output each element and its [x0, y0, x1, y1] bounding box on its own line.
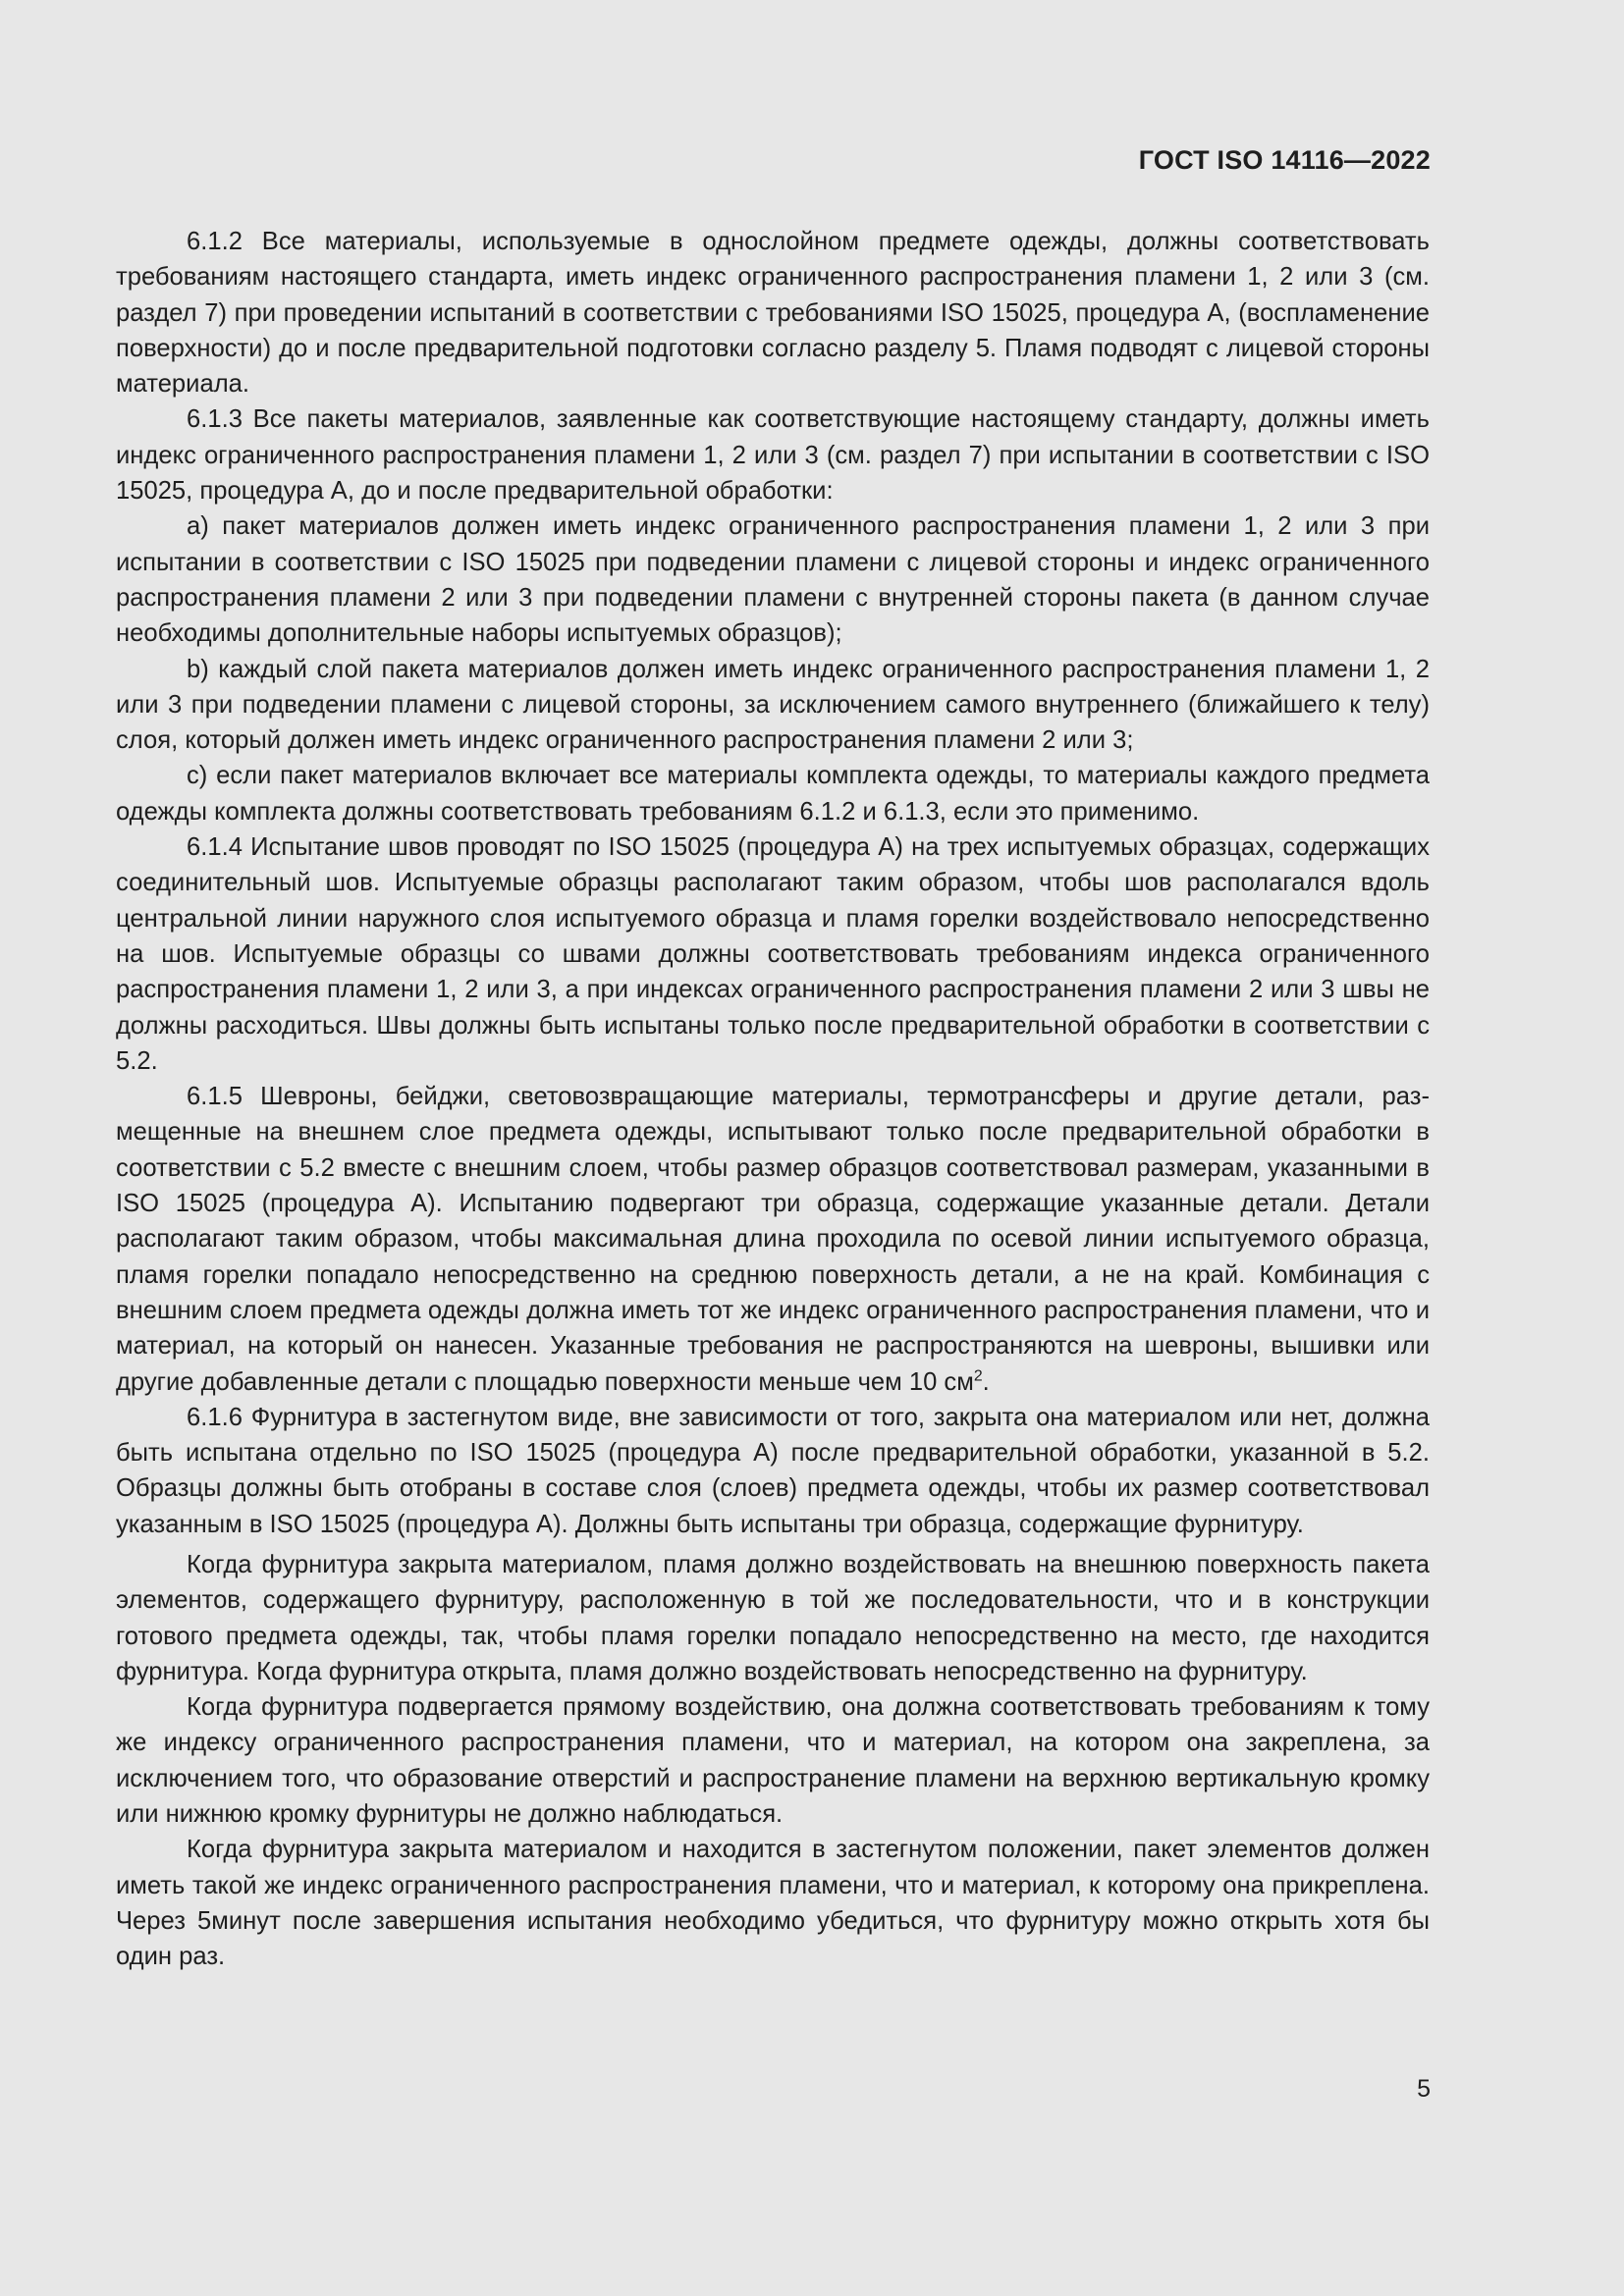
paragraph-6-1-5: [116, 1079, 1430, 1400]
paragraph-6-1-5-period: .: [982, 1367, 990, 1396]
paragraph-hardware-covered: Когда фурнитура закрыта материалом, пламя должно воздействовать на внешнюю поверхность пакета элементов, содержащего фурнитуру, расположенную в той же последовательности, что и в конструкции готового предмета одежды, так, чтобы пламя горелки попадало непосредственно на место, где находится фурнитура. Когда фурнитура открыта, пламя должно воздействовать непосредственно на фурнитуру.: [116, 1550, 1430, 1685]
paragraph-6-1-4: 6.1.4 Испытание швов проводят по ISO 15025 (процедура А) на трех испытуемых образцах, содержащих соединительный шов. Испытуемые образцы располагают таким образом, чтобы шов располагался вдоль центральной линии наружного слоя испытуемого образца и пламя горелки воздействовало непосредственно на шов. Испытуемые образцы со швами должны соответствовать требованиям индекса ограниченного распространения пламени 1, 2 или 3, а при индексах ограниченного распространения пламени 2 или 3 швы не должны расходиться. Швы должны быть испытаны только после предварительной обработки в соответствии с 5.2.: [116, 833, 1430, 1075]
paragraph-6-1-5-text: 6.1.5 Шевроны, бейджи, световозвращающие материалы, термотрансферы и другие детали, размещенные на внешнем слое предмета одежды, испытывают только после предварительной обработки в соответствии с 5.2 вместе с внешним слоем, чтобы размер образцов соответствовал размерам, указанными в ISO 15025 (процедура А). Испытанию подвергают три образца, содержащие указанные детали. Детали располагают таким образом, чтобы максимальная длина проходила по осевой линии испытуемого образца, пламя горелки попадало непосредственно на среднюю поверхность детали, а не на край. Комбинация с внешним слоем предмета одежды должна иметь тот же индекс ограниченного распространения пламени, что и материал, на который он нанесен. Указанные требования не распространяются на шевроны, вышивки или другие добавленные детали с площадью поверхности меньше чем 10 см: [116, 1083, 1430, 1396]
document-body: [116, 224, 1430, 1975]
page-number: 5: [1417, 2075, 1431, 2103]
list-item-b: b) каждый слой пакета материалов должен иметь индекс ограниченного распространения пламени 1, 2 или 3 при подведении пламени с лицевой стороны, за исключением самого внутреннего (ближайшего к телу) слоя, который должен иметь индекс ограниченного распространения пламени 2 или 3;: [116, 655, 1430, 755]
paragraph-6-1-2: 6.1.2 Все материалы, используемые в однослойном предмете одежды, должны соответствовать требованиям настоящего стандарта, иметь индекс ограниченного распространения пламени 1, 2 или 3 (см. раздел 7) при проведении испытаний в соответствии с требованиями ISO 15025, процедура А, (воспламенение поверхности) до и после предварительной подготовки согласно разделу 5. Пламя подводят с лицевой стороны материала.: [116, 228, 1430, 399]
paragraph-hardware-exposed: Когда фурнитура подвергается прямому воздействию, она должна соответствовать требованиям к тому же индексу ограниченного распространения пламени, что и материал, на котором она закреплена, за исключением того, что образование отверстий и распространение пламени на верхнюю вертикальную кромку или нижнюю кромку фурнитуры не должно наблюдаться.: [116, 1693, 1430, 1829]
paragraph-6-1-3: 6.1.3 Все пакеты материалов, заявленные как соответствующие настоящему стандарту, должны иметь индекс ограниченного распространения пламени 1, 2 или 3 (см. раздел 7) при испытании в соответствии с ISO 15025, процедура А, до и после предварительной обработки:: [116, 405, 1430, 506]
document-header: ГОСТ ISO 14116—2022: [1138, 145, 1431, 175]
superscript-2: 2: [973, 1366, 983, 1384]
list-item-c: c) если пакет материалов включает все материалы комплекта одежды, то материалы каждого предмета одежды комплекта должны соответствовать требованиям 6.1.2 и 6.1.3, если это применимо.: [116, 762, 1430, 826]
paragraph-6-1-6: 6.1.6 Фурнитура в застегнутом виде, вне зависимости от того, закрыта она материалом или нет, должна быть испытана отдельно по ISO 15025 (процедура А) после предварительной обработки, указанной в 5.2. Образцы должны быть отобраны в составе слоя (слоев) предмета одежды, чтобы их размер соответствовал указанным в ISO 15025 (процедура А). Должны быть испытаны три образца, содержащие фурнитуру.: [116, 1403, 1430, 1538]
paragraph-hardware-fastened: Когда фурнитура закрыта материалом и находится в застегнутом положении, пакет элементов должен иметь такой же индекс ограниченного распространения пламени, что и материал, к которому она прикреплена. Через 5минут после завершения испытания необходимо убедиться, что фурнитуру можно открыть хотя бы один раз.: [116, 1836, 1430, 1971]
list-item-a: a) пакет материалов должен иметь индекс ограниченного распространения пламени 1, 2 или 3 при испытании в соответствии с ISO 15025 при подведении пламени с лицевой стороны и индекс ограниченного распространения пламени 2 или 3 при подведении пламени с внутренней стороны пакета (в данном случае необходимы дополнительные наборы испытуемых образцов);: [116, 512, 1430, 648]
